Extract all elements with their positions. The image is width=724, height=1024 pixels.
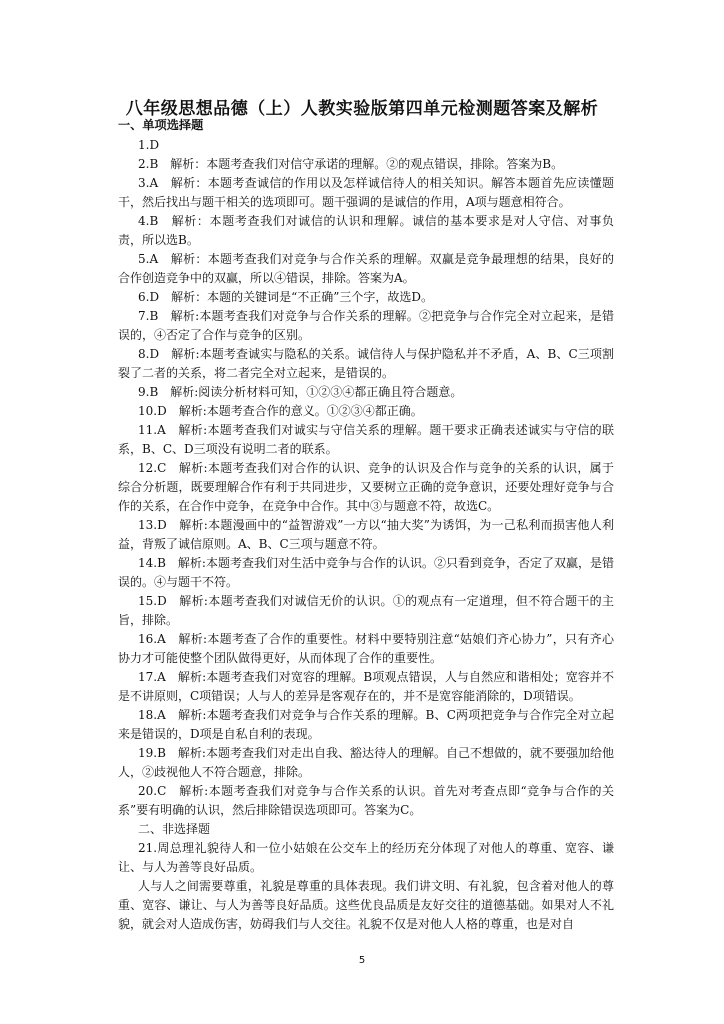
answer-item: 3.A 解析：本题考查诚信的作用以及怎样诚信待人的相关知识。解答本题首先应读懂题干，然后找出与题干相关的选项即可。题干强调的是诚信的作用，A项与题意相符合。 bbox=[118, 176, 614, 209]
answer-item: 20.C 解析:本题考查我们对竞争与合作关系的认识。首先对考查点即“竞争与合作的关系”要有明确的认识，然后排除错误选项即可。答案为C。 bbox=[118, 784, 614, 817]
answer-item: 4.B 解析：本题考查我们对诚信的认识和理解。诚信的基本要求是对人守信、对事负责，所以选B。 bbox=[118, 214, 614, 247]
answer-body bbox=[118, 136, 614, 934]
question-21-explanation: 人与人之间需要尊重，礼貌是尊重的具体表现。我们讲文明、有礼貌，包含着对他人的尊重、宽容、谦让、与人为善等良好品质。这些优良品质是友好交往的道德基础。如果对人不礼貌，就会对人造成伤害，妨碍我们与人交往。礼貌不仅是对他人人格的尊重，也是对自 bbox=[118, 879, 614, 931]
answer-item: 9.B 解析:阅读分析材料可知，①②③④都正确且符合题意。 bbox=[138, 385, 463, 399]
answer-item: 1.D bbox=[138, 138, 160, 152]
answer-item: 14.B 解析:本题考查我们对生活中竞争与合作的认识。②只看到竞争，否定了双赢，是错误的。④与题干不符。 bbox=[118, 556, 614, 589]
answer-item: 10.D 解析:本题考查合作的意义。①②③④都正确。 bbox=[138, 404, 423, 418]
answer-item: 12.C 解析:本题考查我们对合作的认识、竞争的认识及合作与竞争的关系的认识，属于综合分析题，既要理解合作有利于共同进步，又要树立正确的竞争意识，还要处理好竞争与合作的关系，在合作中竞争，在竞争中合作。其中③与题意不符，故选C。 bbox=[118, 461, 614, 513]
section-heading-single-choice: 一、单项选择题 bbox=[118, 118, 204, 132]
answer-item: 6.D 解析：本题的关键词是“不正确”三个字，故选D。 bbox=[138, 290, 433, 304]
answer-item: 8.D 解析:本题考查诚实与隐私的关系。诚信待人与保护隐私并不矛盾，A、B、C三项割裂了二者的关系，将二者完全对立起来，是错误的。 bbox=[118, 347, 614, 380]
answer-item: 2.B 解析：本题考查我们对信守承诺的理解。②的观点错误，排除。答案为B。 bbox=[138, 157, 564, 171]
answer-item: 16.A 解析:本题考查了合作的重要性。材料中要特别注意“姑娘们齐心协力”，只有齐心协力才可能使整个团队做得更好，从而体现了合作的重要性。 bbox=[118, 632, 614, 665]
answer-item: 7.B 解析:本题考查我们对竞争与合作关系的理解。②把竞争与合作完全对立起来，是错误的，④否定了合作与竞争的区别。 bbox=[118, 309, 614, 342]
document-title: 八年级思想品德（上）人教实验版第四单元检测题答案及解析 bbox=[125, 99, 599, 119]
answer-item: 13.D 解析:本题漫画中的“益智游戏”一方以“抽大奖”为诱饵，为一己私利而损害他人利益，背叛了诚信原则。A、B、C三项与题意不符。 bbox=[118, 518, 614, 551]
answer-item: 17.A 解析:本题考查我们对宽容的理解。B项观点错误，人与自然应和谐相处；宽容并不是不讲原则，C项错误；人与人的差异是客观存在的，并不是宽容能消除的，D项错误。 bbox=[118, 670, 614, 703]
answer-item: 11.A 解析:本题考查我们对诚实与守信关系的理解。题干要求正确表述诚实与守信的联系，B、C、D三项没有说明二者的联系。 bbox=[118, 423, 614, 456]
answer-item: 18.A 解析:本题考查我们对竞争与合作关系的理解。B、C两项把竞争与合作完全对立起来是错误的，D项是自私自利的表现。 bbox=[118, 708, 614, 741]
section-heading-non-choice: 二、非选择题 bbox=[138, 822, 211, 836]
answer-item: 5.A 解析：本题考查我们对竞争与合作关系的理解。双赢是竞争最理想的结果，良好的合作创造竞争中的双赢，所以④错误，排除。答案为A。 bbox=[118, 252, 614, 285]
answer-item: 15.D 解析:本题考查我们对诚信无价的认识。①的观点有一定道理，但不符合题干的主旨，排除。 bbox=[118, 594, 614, 627]
question-21-answer: 21.周总理礼貌待人和一位小姑娘在公交车上的经历充分体现了对他人的尊重、宽容、谦让、与人为善等良好品质。 bbox=[118, 841, 614, 874]
page-number: 5 bbox=[358, 955, 366, 966]
answer-item: 19.B 解析:本题考查我们对走出自我、豁达待人的理解。自己不想做的，就不要强加给他人，②歧视他人不符合题意，排除。 bbox=[118, 746, 614, 779]
